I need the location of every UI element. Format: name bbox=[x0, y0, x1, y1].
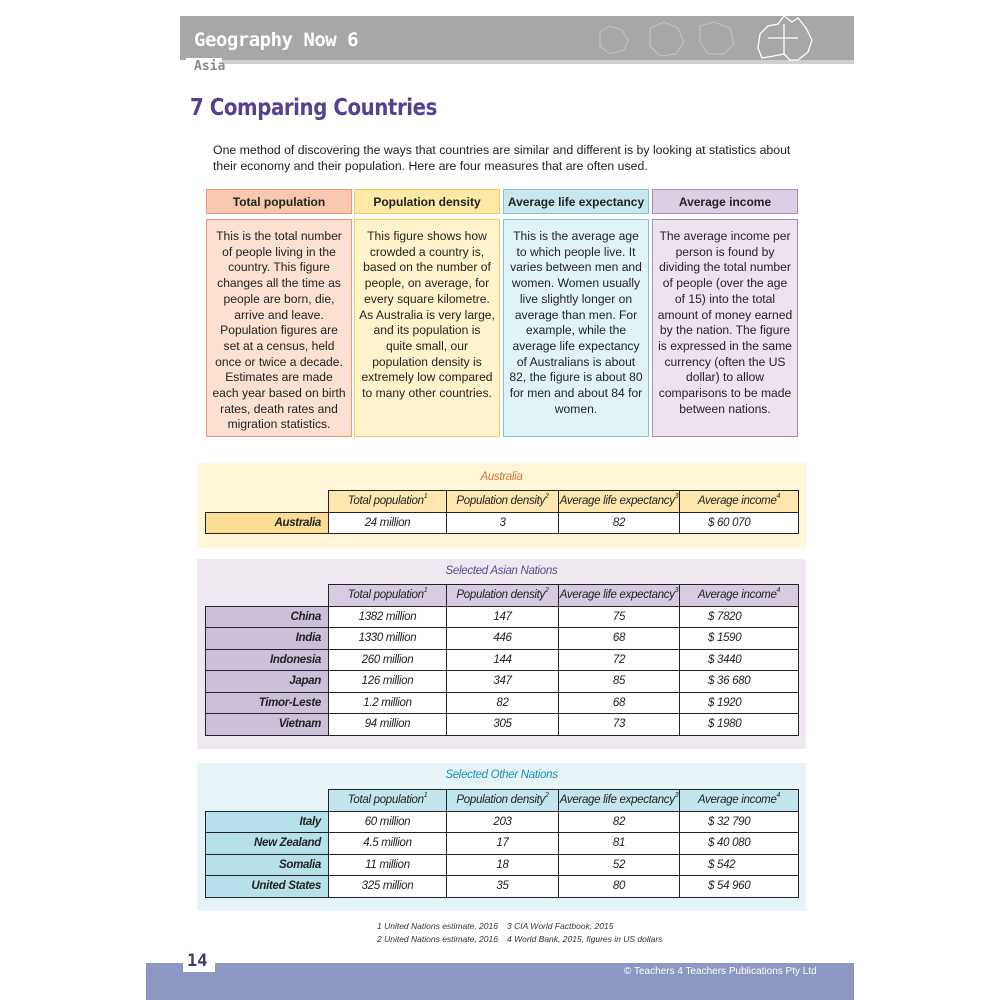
table-header-row bbox=[206, 491, 799, 513]
population-cell: 260 million bbox=[329, 649, 447, 671]
density-cell: 144 bbox=[447, 649, 559, 671]
table-row bbox=[206, 606, 799, 628]
table-title: Australia bbox=[480, 471, 523, 483]
page-number: 14 bbox=[187, 951, 208, 971]
section-tab bbox=[186, 58, 226, 74]
population-cell: 11 million bbox=[329, 854, 447, 876]
column-header: Total population$^1$ bbox=[329, 790, 447, 812]
life-cell: 52 bbox=[559, 854, 680, 876]
density-cell: 17 bbox=[447, 833, 559, 855]
intro-paragraph: One method of discovering the ways that countries are similar and different is by looking at statistics about their economy and their population. Here are four measures that are often used. bbox=[213, 143, 791, 173]
income-cell: $ 1590 bbox=[680, 628, 799, 650]
income-cell: $ 1920 bbox=[680, 692, 799, 714]
measure-life-expectancy bbox=[503, 189, 649, 437]
footnote-4: 4 World Bank, 2015, figures in US dollars bbox=[507, 934, 663, 944]
income-cell: $ 36 680 bbox=[680, 671, 799, 693]
copyright-notice: © Teachers 4 Teachers Publications Pty Ltd bbox=[624, 966, 817, 977]
country-label: United States bbox=[206, 876, 329, 898]
life-cell: 72 bbox=[559, 649, 680, 671]
column-header: Total population$^1$ bbox=[329, 491, 447, 513]
table-title: Selected Other Nations bbox=[445, 769, 558, 781]
book-title: Geography Now 6 bbox=[194, 29, 359, 51]
measure-heading: Population density bbox=[354, 189, 500, 214]
income-cell: $ 1980 bbox=[680, 714, 799, 736]
population-cell: 1330 million bbox=[329, 628, 447, 650]
measure-description: This is the total number of people living in the country. This figure changes all the time as people are born, die, arrive and leave. Population figures are set at a census, held once or twice a decade. Estimates are made each year based on birth rates, death rates and migration statistics. bbox=[206, 219, 352, 437]
population-cell: 1382 million bbox=[329, 606, 447, 628]
table-row bbox=[206, 512, 799, 534]
population-cell: 325 million bbox=[329, 876, 447, 898]
income-cell: $ 54 960 bbox=[680, 876, 799, 898]
density-cell: 446 bbox=[447, 628, 559, 650]
income-cell: $ 542 bbox=[680, 854, 799, 876]
table-row bbox=[206, 811, 799, 833]
table-header-row bbox=[206, 585, 799, 607]
income-cell: $ 60 070 bbox=[680, 512, 799, 534]
population-cell: 60 million bbox=[329, 811, 447, 833]
density-cell: 305 bbox=[447, 714, 559, 736]
country-label: China bbox=[206, 606, 329, 628]
country-label: New Zealand bbox=[206, 833, 329, 855]
column-header: Average income$^4$ bbox=[680, 790, 799, 812]
population-cell: 126 million bbox=[329, 671, 447, 693]
column-header: Population density$^2$ bbox=[447, 491, 559, 513]
measure-description: This is the average age to which people live. It varies between men and women. Women usually live slightly longer on average than men. For example, while the average life expectancy of Australians is about 82, the figure is about 80 for men and about 84 for women. bbox=[503, 219, 649, 437]
column-header: Total population$^1$ bbox=[329, 585, 447, 607]
table-row bbox=[206, 671, 799, 693]
density-cell: 3 bbox=[447, 512, 559, 534]
life-cell: 68 bbox=[559, 628, 680, 650]
country-label: India bbox=[206, 628, 329, 650]
column-header: Average life expectancy$^3$ bbox=[559, 585, 680, 607]
table-row bbox=[206, 854, 799, 876]
australia-map-icon bbox=[580, 12, 820, 64]
density-cell: 203 bbox=[447, 811, 559, 833]
measure-description: The average income per person is found by dividing the total number of people (over the age of 15) into the total amount of money earned by the nation. The figure is expressed in the same currency (often the US dollar) to allow comparisons to be made between nations. bbox=[652, 219, 798, 437]
section-label: Asia bbox=[194, 59, 226, 74]
life-cell: 75 bbox=[559, 606, 680, 628]
population-cell: 4.5 million bbox=[329, 833, 447, 855]
life-cell: 68 bbox=[559, 692, 680, 714]
population-cell: 94 million bbox=[329, 714, 447, 736]
measure-description: This figure shows how crowded a country is, based on the number of people, on average, for every square kilometre. As Australia is very large, and its population is quite small, our population density is extremely low compared to many other countries. bbox=[354, 219, 500, 437]
country-label: Somalia bbox=[206, 854, 329, 876]
life-cell: 85 bbox=[559, 671, 680, 693]
life-cell: 81 bbox=[559, 833, 680, 855]
life-cell: 80 bbox=[559, 876, 680, 898]
country-label: Japan bbox=[206, 671, 329, 693]
measure-average-income bbox=[652, 189, 798, 437]
country-label: Australia bbox=[206, 512, 329, 534]
population-cell: 1.2 million bbox=[329, 692, 447, 714]
country-label: Indonesia bbox=[206, 649, 329, 671]
table-row bbox=[206, 714, 799, 736]
density-cell: 82 bbox=[447, 692, 559, 714]
density-cell: 347 bbox=[447, 671, 559, 693]
page-number-box bbox=[183, 950, 215, 972]
column-header: Average life expectancy$^3$ bbox=[559, 790, 680, 812]
column-header: Population density$^2$ bbox=[447, 790, 559, 812]
life-cell: 73 bbox=[559, 714, 680, 736]
income-cell: $ 7820 bbox=[680, 606, 799, 628]
table-row bbox=[206, 649, 799, 671]
table-row bbox=[206, 876, 799, 898]
country-label: Vietnam bbox=[206, 714, 329, 736]
density-cell: 35 bbox=[447, 876, 559, 898]
footnote-2: 2 United Nations estimate, 2016 bbox=[377, 934, 498, 944]
measure-population-density bbox=[354, 189, 500, 437]
column-header: Average income$^4$ bbox=[680, 491, 799, 513]
asian-nations-table bbox=[205, 584, 799, 736]
column-header: Population density$^2$ bbox=[447, 585, 559, 607]
country-label: Timor-Leste bbox=[206, 692, 329, 714]
other-nations-table bbox=[205, 789, 799, 898]
measure-heading: Average life expectancy bbox=[503, 189, 649, 214]
table-title: Selected Asian Nations bbox=[445, 565, 558, 577]
chapter-title: 7 Comparing Countries bbox=[190, 95, 437, 121]
other-nations-panel bbox=[197, 763, 806, 911]
country-label: Italy bbox=[206, 811, 329, 833]
table-row bbox=[206, 628, 799, 650]
asian-nations-panel bbox=[197, 559, 806, 749]
measure-heading: Total population bbox=[206, 189, 352, 214]
life-cell: 82 bbox=[559, 811, 680, 833]
table-row bbox=[206, 692, 799, 714]
column-header: Average income$^4$ bbox=[680, 585, 799, 607]
measure-heading: Average income bbox=[652, 189, 798, 214]
density-cell: 18 bbox=[447, 854, 559, 876]
life-cell: 82 bbox=[559, 512, 680, 534]
column-header: Average life expectancy$^3$ bbox=[559, 491, 680, 513]
footnote-3: 3 CIA World Factbook, 2015 bbox=[507, 921, 614, 931]
table-header-row bbox=[206, 790, 799, 812]
income-cell: $ 3440 bbox=[680, 649, 799, 671]
table-row bbox=[206, 833, 799, 855]
income-cell: $ 32 790 bbox=[680, 811, 799, 833]
australia-table bbox=[205, 490, 799, 534]
australia-panel bbox=[197, 463, 806, 548]
population-cell: 24 million bbox=[329, 512, 447, 534]
footnote-1: 1 United Nations estimate, 2016 bbox=[377, 921, 498, 931]
measure-total-population bbox=[206, 189, 352, 437]
density-cell: 147 bbox=[447, 606, 559, 628]
income-cell: $ 40 080 bbox=[680, 833, 799, 855]
